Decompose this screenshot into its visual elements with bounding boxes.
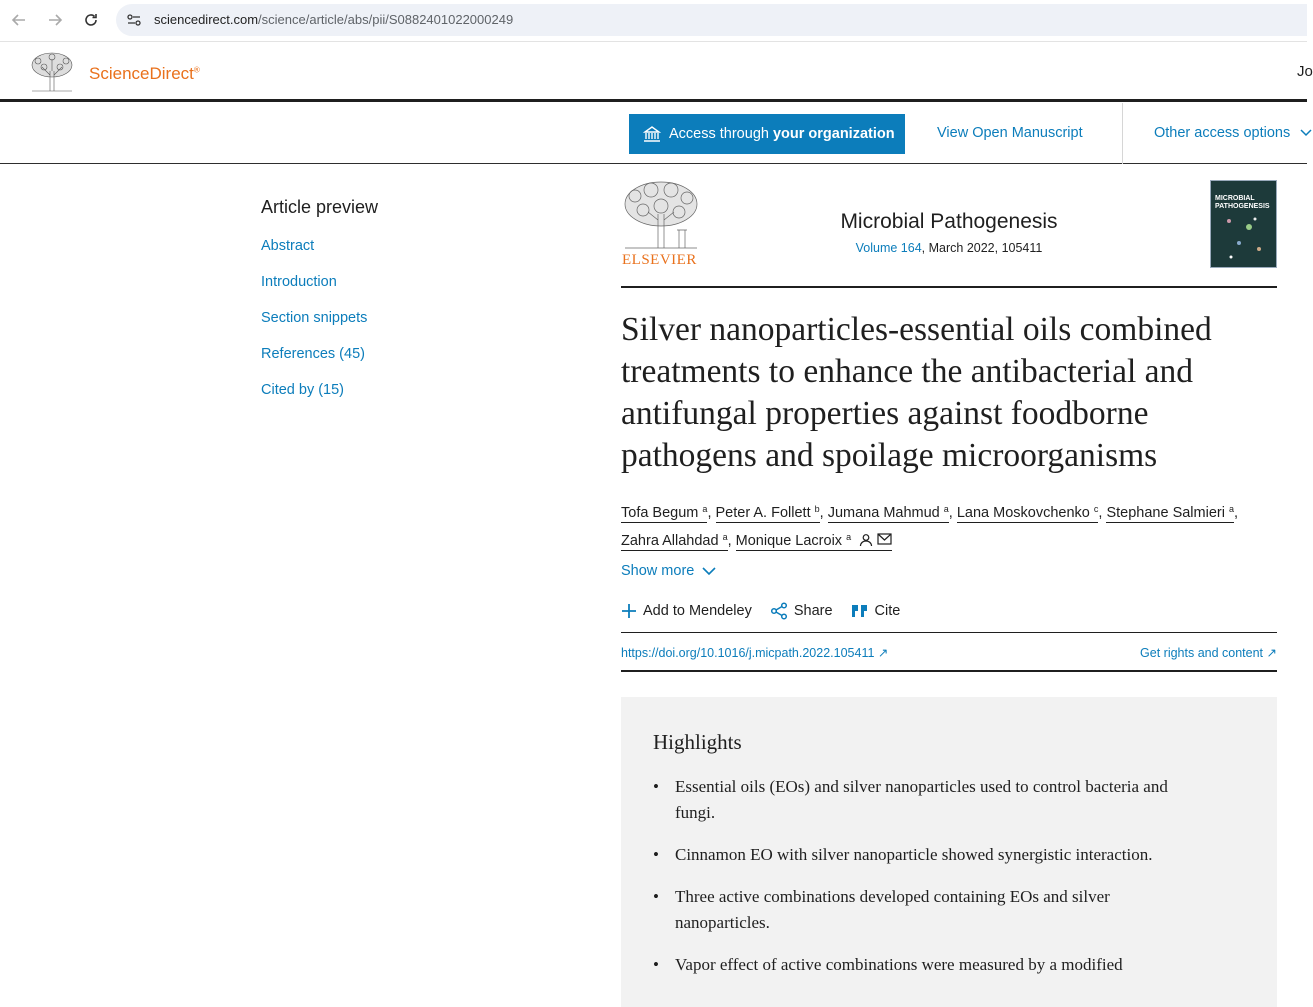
site-header (0, 43, 1313, 102)
email-icon (877, 533, 892, 545)
cite-button[interactable] (851, 603, 901, 619)
author-separator: , (707, 505, 716, 521)
journal-title[interactable]: Microbial Pathogenesis (840, 210, 1058, 233)
highlights-section (621, 697, 1277, 1007)
arrow-left-icon (11, 12, 27, 28)
cover-art (1219, 213, 1269, 263)
sidebar-item-references[interactable]: References (45) (261, 346, 365, 362)
journal-issue-info: , March 2022, 105411 (921, 241, 1043, 255)
author-affiliation: a (1228, 504, 1234, 514)
author-icons (859, 533, 892, 547)
brand-mark: ® (193, 65, 200, 75)
other-access-label: Other access options (1154, 125, 1291, 141)
reload-icon (83, 12, 99, 28)
doi-row (621, 632, 1277, 672)
quote-icon (851, 604, 869, 618)
author-link[interactable] (828, 505, 949, 523)
author-link[interactable] (957, 505, 1099, 523)
cover-title-2: PATHOGENESIS (1215, 203, 1270, 210)
highlight-item: • Vapor effect of active combinations were measured by a modified (653, 952, 1193, 978)
elsevier-tree-logo[interactable] (28, 51, 76, 98)
publisher-name: ELSEVIER (622, 252, 697, 268)
external-link-icon: ↗ (877, 646, 889, 660)
access-prefix: Access through (669, 126, 769, 142)
divider (1122, 103, 1123, 164)
back-button[interactable] (9, 10, 29, 30)
author-affiliation: a (722, 532, 728, 542)
author-separator: , (727, 533, 736, 549)
sidebar-item-cited-by[interactable]: Cited by (15) (261, 382, 345, 398)
doi-text: https://doi.org/10.1016/j.micpath.2022.105411 (621, 646, 875, 660)
rights-text: Get rights and content (1140, 646, 1264, 660)
access-through-organization-button[interactable] (629, 114, 905, 154)
external-link-icon: ↗ (1266, 646, 1277, 660)
url-path: /science/article/abs/pii/S0882401022000249 (258, 12, 514, 27)
author-link[interactable] (621, 533, 728, 551)
journal-header (621, 180, 1277, 288)
author-separator: , (948, 505, 957, 521)
cover-title (1215, 195, 1270, 211)
author-name: Lana Moskovchenko (956, 505, 1090, 521)
article-actions (621, 602, 918, 620)
url-text (154, 12, 513, 27)
address-bar[interactable] (116, 4, 1307, 36)
author-link[interactable] (621, 505, 707, 523)
share-label: Share (793, 603, 833, 619)
author-affiliation: b (814, 504, 820, 514)
sidebar-item-introduction[interactable]: Introduction (261, 274, 337, 290)
author-name: Peter A. Follett (715, 505, 811, 521)
journal-meta (621, 241, 1277, 255)
access-bold: your organization (772, 126, 895, 142)
highlight-item: • Essential oils (EOs) and silver nanoparticles used to control bacteria and fungi. (653, 774, 1193, 826)
highlights-heading: Highlights (653, 730, 742, 754)
other-access-options-button[interactable] (1154, 125, 1312, 141)
author-affiliation: a (943, 504, 949, 514)
author-name: Jumana Mahmud (827, 505, 940, 521)
highlights-list (653, 774, 1193, 994)
user-menu[interactable]: Jo (1297, 63, 1313, 80)
chevron-down-icon (1300, 129, 1312, 137)
author-separator: , (819, 505, 828, 521)
author-link[interactable] (736, 533, 892, 551)
author-separator: , (1098, 505, 1107, 521)
author-link[interactable] (716, 505, 820, 523)
show-more-button[interactable] (621, 563, 716, 579)
author-name: Stephane Salmieri (1106, 505, 1225, 521)
cover-title-1: MICROBIAL (1215, 195, 1255, 202)
author-list (621, 497, 1281, 553)
get-rights-link[interactable] (1140, 645, 1277, 660)
author-affiliation: a (702, 504, 708, 514)
journal-cover-image[interactable] (1210, 180, 1277, 268)
sidebar-item-section-snippets[interactable]: Section snippets (261, 310, 368, 326)
forward-button[interactable] (45, 10, 65, 30)
author-name: Tofa Begum (621, 505, 699, 521)
url-host: sciencedirect.com (154, 12, 259, 27)
author-name: Zahra Allahdad (621, 533, 719, 549)
article-outline (261, 197, 561, 416)
reload-button[interactable] (81, 10, 101, 30)
doi-link[interactable] (621, 645, 888, 660)
sidebar-item-abstract[interactable]: Abstract (261, 238, 315, 254)
chevron-down-icon (702, 567, 716, 576)
highlight-item: • Three active combinations developed containing EOs and silver nanoparticles. (653, 884, 1193, 936)
share-button[interactable] (770, 602, 833, 620)
brand-name: ScienceDirect (89, 64, 194, 83)
author-separator: , (1234, 505, 1239, 521)
author-affiliation: a (846, 532, 852, 542)
show-more-label: Show more (621, 563, 695, 579)
institution-icon (643, 125, 661, 143)
site-settings-icon[interactable] (126, 12, 142, 33)
volume-link[interactable]: Volume 164 (855, 241, 922, 255)
cite-label: Cite (874, 603, 901, 619)
plus-icon (621, 603, 637, 619)
person-icon (859, 533, 873, 547)
share-icon (770, 602, 788, 620)
highlight-item: • Cinnamon EO with silver nanoparticle showed synergistic interaction. (653, 842, 1193, 868)
access-bar (0, 103, 1307, 164)
mendeley-label: Add to Mendeley (643, 603, 752, 619)
sidebar-heading: Article preview (261, 197, 379, 217)
sciencedirect-brand[interactable] (89, 64, 200, 84)
author-link[interactable] (1106, 505, 1234, 523)
arrow-right-icon (47, 12, 63, 28)
view-open-manuscript-link[interactable]: View Open Manuscript (937, 125, 1083, 141)
add-to-mendeley-button[interactable] (621, 603, 752, 619)
author-affiliation: c (1093, 504, 1099, 514)
article-title: Silver nanoparticles-essential oils combined treatments to enhance the antibacterial and antifungal properties against foodborne pathogens and spoilage microorganisms (621, 311, 1212, 474)
browser-toolbar (0, 0, 1307, 42)
author-name: Monique Lacroix (735, 533, 843, 549)
